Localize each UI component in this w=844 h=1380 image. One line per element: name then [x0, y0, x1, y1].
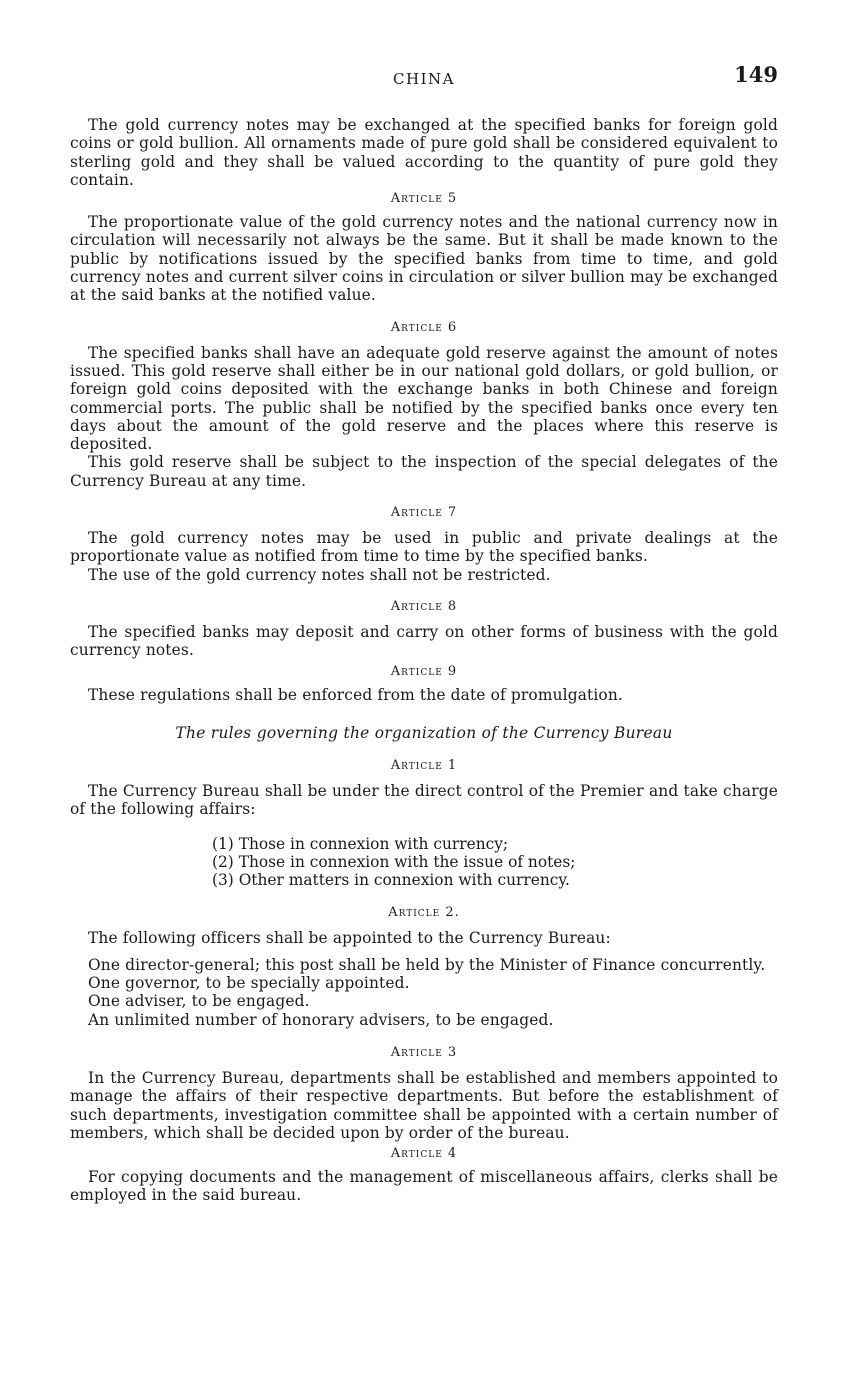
rules-article-2-text: The following officers shall be appointed to the Currency Bureau: — [88, 929, 611, 948]
document-page — [70, 62, 778, 1205]
page-header — [70, 62, 778, 92]
article-9-heading: Article 9 — [390, 663, 458, 679]
list-item: One adviser, to be engaged. — [88, 992, 310, 1011]
rules-article-4-heading: Article 4 — [390, 1146, 458, 1162]
list-item: One director-general; this post shall be held by the Minister of Finance concurrently. — [88, 955, 766, 974]
article-8-text: The specified banks may deposit and carry on other forms of business with the gold currency notes. — [70, 622, 778, 660]
rules-title: The rules governing the organization of the Currency Bureau — [175, 723, 673, 742]
list-item: (1) Those in connexion with currency; — [212, 835, 509, 854]
article-5-text: The proportionate value of the gold currency notes and the national currency now in circulation will necessarily not always be the same. But it shall be made known to the public by notifications issued by the specified banks from time to time, and gold currency notes and current silver coins in circulation or silver bullion may be exchanged at the said banks at the notified value. — [70, 213, 778, 305]
article-8-heading: Article 8 — [390, 598, 458, 614]
article-7-heading: Article 7 — [390, 505, 458, 521]
list-item: (2) Those in connexion with the issue of notes; — [212, 853, 576, 872]
intro-paragraph: The gold currency notes may be exchanged at the specified banks for foreign gold coins or gold bullion. All ornaments made of pure gold shall be considered equivalent to sterling gold and they shall be valued according to the quantity of pure gold they contain. — [70, 116, 778, 189]
list-item: An unlimited number of honorary advisers, to be engaged. — [88, 1010, 554, 1029]
rules-article-1-heading: Article 1 — [390, 757, 458, 773]
article-9-text: These regulations shall be enforced from the date of promulgation. — [88, 685, 623, 704]
article-7-text: The gold currency notes may be used in public and private dealings at the proportionate value as notified from time to time by the specified banks. — [70, 529, 778, 566]
officers-list — [70, 956, 778, 1029]
rules-article-2-heading: Article 2. — [388, 905, 460, 921]
article-7-text-continued: The use of the gold currency notes shall not be restricted. — [88, 565, 551, 584]
list-item: (3) Other matters in connexion with currency. — [212, 871, 570, 890]
page-number: 149 — [734, 62, 778, 87]
article-5-heading: Article 5 — [390, 191, 458, 207]
affairs-list — [70, 835, 778, 889]
list-item: One governor, to be specially appointed. — [88, 974, 410, 993]
rules-article-3-text: In the Currency Bureau, departments shall be established and members appointed to manage the affairs of their respective departments. But before the establishment of such departments, investigation committee shall be appointed with a certain number of members, which shall be decided upon by order of the bureau. — [70, 1068, 778, 1142]
rules-article-4-text: For copying documents and the management of miscellaneous affairs, clerks shall be employed in the said bureau. — [70, 1168, 778, 1205]
article-6-text: The specified banks shall have an adequate gold reserve against the amount of notes issued. This gold reserve shall either be in our national gold dollars, or gold bullion, or foreign gold coins deposited with the exchange banks in both Chinese and foreign commercial ports. The public shall be notified by the specified banks once every ten days about the amount of the gold reserve and the places where this reserve is deposited. — [70, 343, 778, 454]
running-head: CHINA — [393, 70, 455, 88]
rules-article-1-text: The Currency Bureau shall be under the direct control of the Premier and take charge of the following affairs: — [70, 781, 778, 819]
article-6-heading: Article 6 — [390, 319, 458, 335]
rules-article-3-heading: Article 3 — [390, 1044, 458, 1060]
article-6-text-continued: This gold reserve shall be subject to the inspection of the special delegates of the Currency Bureau at any time. — [70, 453, 778, 490]
